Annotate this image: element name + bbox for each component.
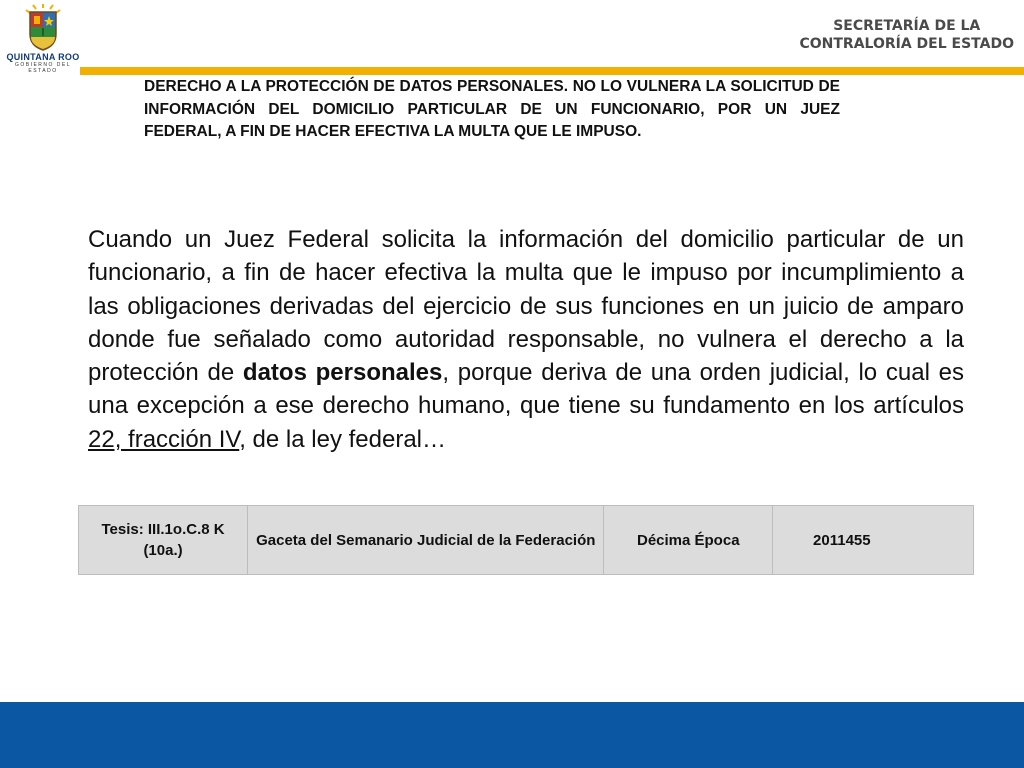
body-bold-phrase: datos personales — [242, 359, 443, 387]
logo-subtext: GOBIERNO DEL ESTADO — [14, 62, 72, 74]
citation-row — [79, 506, 974, 575]
body-underlined-phrase: 22, fracción IV — [88, 425, 240, 453]
org-line-1: SECRETARÍA DE LA — [833, 18, 981, 34]
citation-source: Gaceta del Semanario Judicial de la Federación — [248, 506, 604, 575]
body-text-part-1: Cuando un Juez Federal solicita la información del domicilio particular de un funcionario, a fin de hacer efectiva la multa que le impuso por incumplimiento a las obligaciones derivadas del ejercicio de sus funciones en un juicio de amparo donde fue señalado como autoridad responsable, no vulnera el derecho a la protección de — [88, 226, 964, 387]
header-accent-bar — [80, 67, 1024, 75]
thesis-title: DERECHO A LA PROTECCIÓN DE DATOS PERSONALES. NO LO VULNERA LA SOLICITUD DE INFORMACIÓN DEL DOMICILIO PARTICULAR DE UN FUNCIONARIO, POR UN JUEZ FEDERAL, A FIN DE HACER EFECTIVA LA MULTA QUE LE IMPUSO. — [144, 78, 840, 140]
body-text-part-3: , de la ley federal… — [239, 425, 446, 453]
citation-tesis: Tesis: III.1o.C.8 K (10a.) — [79, 506, 248, 575]
citation-epoch: Décima Época — [604, 506, 773, 575]
state-logo — [6, 4, 80, 74]
coat-of-arms-icon — [6, 4, 80, 52]
logo-text: QUINTANA ROO — [6, 52, 80, 62]
footer-bar — [0, 702, 1024, 768]
citation-registry: 2011455 — [773, 506, 974, 575]
thesis-body — [88, 223, 964, 456]
org-line-2: CONTRALORÍA DEL ESTADO — [799, 36, 1014, 52]
body-text-part-2: , porque deriva de una orden judicial, lo cual es una excepción a ese derecho humano, que tiene su fundamento en los artículos — [88, 359, 965, 420]
citation-table — [78, 505, 974, 575]
organization-name — [799, 17, 1014, 53]
